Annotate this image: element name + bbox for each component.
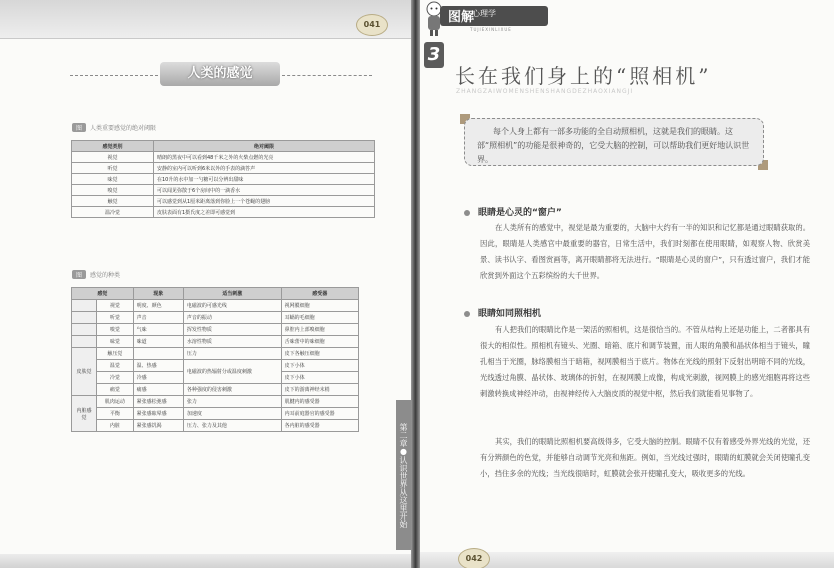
table-row bbox=[72, 207, 375, 218]
table-row bbox=[72, 336, 359, 348]
table-row bbox=[72, 152, 375, 163]
brand-pinyin: TUJIEXINLIXUE bbox=[470, 27, 512, 32]
table-cell: 味道 bbox=[133, 336, 183, 348]
table-row bbox=[72, 312, 359, 324]
section-heading-text: 眼睛如同照相机 bbox=[478, 309, 542, 319]
table-header: 感觉 bbox=[72, 288, 134, 300]
figure2-caption: 感觉的种类 bbox=[90, 272, 121, 279]
table-cell: 压力、张力及其他 bbox=[183, 420, 281, 432]
table-cell: 可以闻见弥散于6个房间中的一滴香水 bbox=[154, 185, 375, 196]
table-cell: 加速度 bbox=[183, 408, 281, 420]
table-cell: 舌味蕾中的味细胞 bbox=[281, 336, 358, 348]
table-cell: 冷感 bbox=[133, 372, 183, 384]
table-row bbox=[72, 163, 375, 174]
table-header: 现象 bbox=[133, 288, 183, 300]
table-header: 适当刺激 bbox=[183, 288, 281, 300]
section-heading bbox=[464, 205, 562, 218]
table-cell: 在10升的水中加一勺糖可以分辨出甜味 bbox=[154, 174, 375, 185]
table-cell bbox=[72, 300, 97, 312]
table-row bbox=[72, 324, 359, 336]
table-header: 绝对阈限 bbox=[154, 141, 375, 152]
table-cell: 视网膜细胞 bbox=[281, 300, 358, 312]
table-cell: 皮下的游离神经末梢 bbox=[281, 384, 358, 396]
divider bbox=[282, 75, 372, 76]
figure-tag: 图 bbox=[72, 123, 86, 132]
table-cell: 内脏 bbox=[97, 420, 134, 432]
table-cell: 晴朗的黑夜中可以看到48千米之外的火柴点燃的光亮 bbox=[154, 152, 375, 163]
table-cell: 明度、颜色 bbox=[133, 300, 183, 312]
table-cell: 痛觉 bbox=[97, 384, 134, 396]
paragraph: 其实，我们的眼睛比照相机要高级得多，它受大脑的控制。眼睛不仅有着感受外界光线的光觉，还有分辨颜色的色觉，并能够自动调节光亮和焦距。例如，当光线过强时，眼睛的虹膜就会关闭使瞳孔变小，挡住多余的光线；当光线很暗时，虹膜就会张开使瞳孔变大，吸收更多的光线。 bbox=[480, 437, 810, 478]
table-cell: 冷觉 bbox=[97, 372, 134, 384]
table-cell bbox=[133, 348, 183, 360]
paragraph: 有人把我们的眼睛比作是一架活的照相机，这是很恰当的。不管从结构上还是功能上，二者都具有很大的相似性。照相机有镜头、光圈、暗箱、底片和调节装置，而人眼的角膜和晶状体相当于镜头，瞳孔相当于光圈，脉络膜相当于暗箱，视网膜相当于底片。物体在光线的照射下反射出明暗不同的光线，光线透过角膜、晶状体、玻璃体的折射，在视网膜上成像，构成光刺激，视网膜上的感光细胞再将这些刺激转换成神经冲动，由视神经传入大脑皮质的视觉中枢，然后我们就能看见事物了。 bbox=[480, 325, 810, 398]
brand-logo-text bbox=[448, 6, 474, 25]
sensation-types-table bbox=[71, 287, 359, 432]
table-row bbox=[72, 408, 359, 420]
chapter-number: 3 bbox=[424, 42, 444, 68]
threshold-table bbox=[71, 140, 375, 218]
table-cell: 水溶性物质 bbox=[183, 336, 281, 348]
table-cell: 味觉 bbox=[72, 174, 154, 185]
table-cell: 可以感觉到从1厘米距离落到你脸上一个苍蝇的翅膀 bbox=[154, 196, 375, 207]
bullet-dot-icon bbox=[464, 311, 470, 317]
table-cell: 温觉 bbox=[97, 360, 134, 372]
figure1-label bbox=[72, 123, 156, 132]
table-row bbox=[72, 360, 359, 372]
table-header-row bbox=[72, 141, 375, 152]
brand-logo-second: 解 bbox=[461, 10, 475, 25]
section-heading-text: 眼睛是心灵的“窗户” bbox=[478, 208, 562, 218]
table-cell: 耳蜗的毛细胞 bbox=[281, 312, 358, 324]
left-page bbox=[0, 0, 411, 568]
table-cell: 声音的振动 bbox=[183, 312, 281, 324]
table-cell: 肌肉运动 bbox=[97, 396, 134, 408]
table-cell: 听觉 bbox=[97, 312, 134, 324]
table-cell: 视觉 bbox=[72, 152, 154, 163]
left-footer-band bbox=[0, 554, 411, 568]
book-gutter bbox=[411, 0, 420, 568]
table-row bbox=[72, 396, 359, 408]
table-cell: 紧张感松弛感 bbox=[133, 396, 183, 408]
table-cell: 皮下小体 bbox=[281, 372, 358, 384]
page-number-left: 041 bbox=[356, 14, 388, 36]
left-header-band bbox=[0, 0, 411, 39]
table-cell: 压力 bbox=[183, 348, 281, 360]
table-cell: 各种强度的侵害刺激 bbox=[183, 384, 281, 396]
figure1-caption: 人类重要感觉的绝对阈限 bbox=[90, 125, 157, 132]
table-cell bbox=[72, 336, 97, 348]
chapter-side-tab: 第二章●认识世界从这里开始 bbox=[396, 400, 411, 550]
table-cell: 皮肤表面有1摄氏度之差即可感觉到 bbox=[154, 207, 375, 218]
divider bbox=[70, 75, 158, 76]
chapter-pinyin: ZHANGZAIWOMENSHENSHANGDEZHAOXIANGJI bbox=[456, 88, 634, 95]
table-cell: 挥发性物质 bbox=[183, 324, 281, 336]
table-cell: 紧张感眩晕感 bbox=[133, 408, 183, 420]
table-row bbox=[72, 300, 359, 312]
table-cell: 各内脏的感受器 bbox=[281, 420, 358, 432]
page-number-right: 042 bbox=[458, 548, 490, 568]
right-header bbox=[420, 0, 834, 40]
right-page bbox=[420, 0, 834, 568]
table-cell: 皮下小体 bbox=[281, 360, 358, 372]
table-cell: 鼻腔内上部嗅细胞 bbox=[281, 324, 358, 336]
table-cell: 味觉 bbox=[97, 336, 134, 348]
table-cell: 张力 bbox=[183, 396, 281, 408]
table-cell: 紧张感饥渴 bbox=[133, 420, 183, 432]
brand-logo-char: 图 bbox=[448, 10, 462, 25]
table-row bbox=[72, 185, 375, 196]
table-cell bbox=[72, 312, 97, 324]
paragraph: 在人类所有的感觉中，视觉是最为重要的，大脑中大约有一半的知识和记忆都是通过眼睛获取的。因此，眼睛是人类感官中最重要的器官，日常生活中，我们时刻都在使用眼睛，如观察人物、欣赏美景、读书认字、看图赏画等，离开眼睛都将无法进行。“眼睛是心灵的窗户”，只有透过窗户，我们才能欣赏到外面这个五彩缤纷的大千世界。 bbox=[480, 223, 810, 280]
table-group-cell: 皮肤觉 bbox=[72, 348, 97, 396]
table-cell: 皮下各触压细胞 bbox=[281, 348, 358, 360]
table-cell: 声音 bbox=[133, 312, 183, 324]
table-cell: 气味 bbox=[133, 324, 183, 336]
figure2-label bbox=[72, 270, 120, 279]
table-cell: 温、热感 bbox=[133, 360, 183, 372]
figure-tag: 图 bbox=[72, 270, 86, 279]
table-cell: 肌腱内的感受器 bbox=[281, 396, 358, 408]
table-header: 感觉类别 bbox=[72, 141, 154, 152]
chapter-title: 长在我们身上的“照相机” bbox=[455, 64, 712, 88]
table-cell: 内耳前庭器官的感受器 bbox=[281, 408, 358, 420]
table-cell: 安静的室内可以听到6米以外的手表的滴答声 bbox=[154, 163, 375, 174]
intro-box: 每个人身上都有一部多功能的全自动照相机，这就是我们的眼睛。这部“照相机”的功能是很神奇的，它受大脑的控制，可以帮助我们更好地认识世界。 bbox=[464, 118, 764, 166]
table-row bbox=[72, 348, 359, 360]
brand-subtitle: 心理学 bbox=[472, 9, 496, 18]
table-cell: 电磁波的热辐射分或温度刺激 bbox=[183, 360, 281, 384]
table-cell: 触压觉 bbox=[97, 348, 134, 360]
table-cell: 嗅觉 bbox=[97, 324, 134, 336]
table-cell: 触觉 bbox=[72, 196, 154, 207]
table-cell: 温冷觉 bbox=[72, 207, 154, 218]
bullet-dot-icon bbox=[464, 210, 470, 216]
table-cell: 视觉 bbox=[97, 300, 134, 312]
section-heading bbox=[464, 306, 541, 319]
table-group-cell: 内脏感觉 bbox=[72, 396, 97, 432]
table-row bbox=[72, 174, 375, 185]
table-row bbox=[72, 196, 375, 207]
table-header-row bbox=[72, 288, 359, 300]
table-cell: 听觉 bbox=[72, 163, 154, 174]
table-row bbox=[72, 384, 359, 396]
table-cell: 嗅觉 bbox=[72, 185, 154, 196]
table-cell: 平衡 bbox=[97, 408, 134, 420]
section-title-block bbox=[70, 62, 320, 88]
table-cell: 痛感 bbox=[133, 384, 183, 396]
section-title: 人类的感觉 bbox=[160, 62, 280, 86]
table-row bbox=[72, 420, 359, 432]
table-cell: 电磁波的可感光线 bbox=[183, 300, 281, 312]
table-header: 感受器 bbox=[281, 288, 358, 300]
table-cell bbox=[72, 324, 97, 336]
